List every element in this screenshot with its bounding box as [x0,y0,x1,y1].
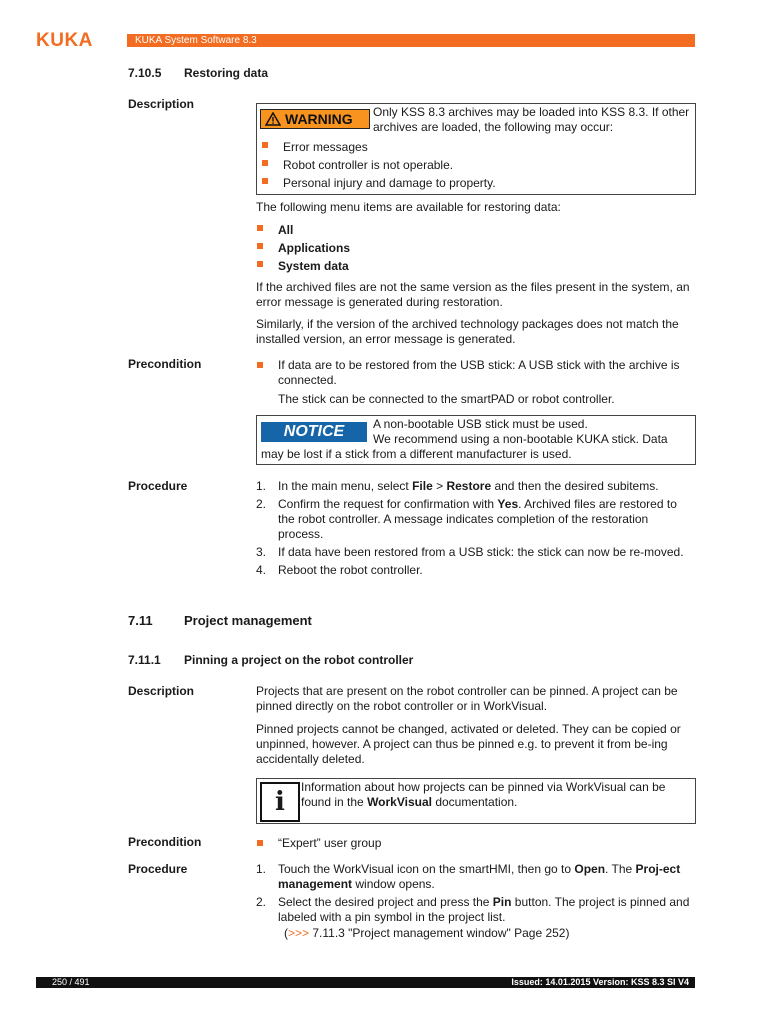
cross-reference: (>>> 7.11.3 "Project management window" Page 252) [284,926,570,940]
menu-item-system-data: System data [256,257,696,275]
warning-triangle-icon [265,112,281,126]
restore-paragraph-1: If the archived files are not the same version as the files present in the system, an error message is generated during restoration. [256,280,690,309]
menu-item-applications: Applications [256,239,696,257]
kuka-logo: KUKA [36,30,93,51]
restore-paragraph-2: Similarly, if the version of the archived technology packages does not match the installed version, an error message is generated. [256,317,679,346]
issued-info: Issued: 14.01.2015 Version: KSS 8.3 SI V4 [511,977,689,987]
procedure-step-1: 1. In the main menu, select File > Restore and then the desired subitems. [256,479,659,493]
notice-line-3: may be lost if a stick from a different manufacturer is used. [261,447,572,461]
precondition-item: If data are to be restored from the USB stick: A USB stick with the archive is connected. [256,358,696,388]
menu-item-all: All [256,221,696,239]
section-heading-pinning: 7.11.1 Pinning a project on the robot controller [128,653,414,667]
label-procedure-2: Procedure [128,862,188,876]
warning-box [256,103,696,195]
pin-step-1: 1. Touch the WorkVisual icon on the smartHMI, then go to Open. The Proj-ect management window opens. [256,862,681,891]
info-box [256,778,696,824]
section-heading-restoring [128,66,268,80]
notice-badge: NOTICE [261,422,367,442]
procedure-step-3: 3. If data have been restored from a USB stick: the stick can now be re-moved. [256,545,684,559]
label-precondition: Precondition [128,357,202,371]
cross-reference-link[interactable]: >>> [288,926,310,940]
label-description-2: Description [128,684,195,698]
label-procedure: Procedure [128,479,188,493]
header-title: KUKA System Software 8.3 [135,35,257,46]
warning-item: Error messages [261,138,681,156]
section-number: 7.10.5 [128,66,162,80]
procedure-step-4: 4. Reboot the robot controller. [256,563,423,577]
notice-box [256,415,696,465]
info-text: Information about how projects can be pinned via WorkVisual can be found in the WorkVisual documentation. [301,780,666,809]
precondition-subtext: The stick can be connected to the smartPAD or robot controller. [278,392,615,406]
page-number: 250 / 491 [52,977,90,987]
warning-item: Personal injury and damage to property. [261,174,681,192]
label-precondition-2: Precondition [128,835,202,849]
pin-step-2: 2. Select the desired project and press the Pin button. The project is pinned and labeled with a pin symbol in the project list. [256,895,690,924]
warning-text: Only KSS 8.3 archives may be loaded into KSS 8.3. If other archives are loaded, the following may occur: [373,105,690,134]
section-heading-project-management: 7.11 Project management [128,613,312,628]
warning-badge: WARNING [260,109,370,129]
procedure-step-2: 2. Confirm the request for confirmation with Yes. Archived files are restored to the robot controller. A message indicates completion of the restoration process. [256,497,677,541]
warning-item: Robot controller is not operable. [261,156,681,174]
pin-paragraph-2: Pinned projects cannot be changed, activated or deleted. They can be copied or unpinned, however. A project can thus be pinned e.g. to prevent it from be-ing accidentally deleted. [256,722,681,766]
section-title: Restoring data [184,66,269,80]
header-bar [127,34,695,47]
notice-line-1: A non-bootable USB stick must be used. [373,417,588,431]
pin-paragraph-1: Projects that are present on the robot controller can be pinned. A project can be pinned directly on the robot controller or in WorkVisual. [256,684,678,713]
label-description: Description [128,97,195,111]
notice-line-2: We recommend using a non-bootable KUKA stick. Data [373,432,668,446]
info-icon: i [260,782,300,822]
restore-intro: The following menu items are available for restoring data: [256,200,561,214]
precondition-item-2: “Expert” user group [256,836,696,851]
footer-bar [36,977,695,988]
